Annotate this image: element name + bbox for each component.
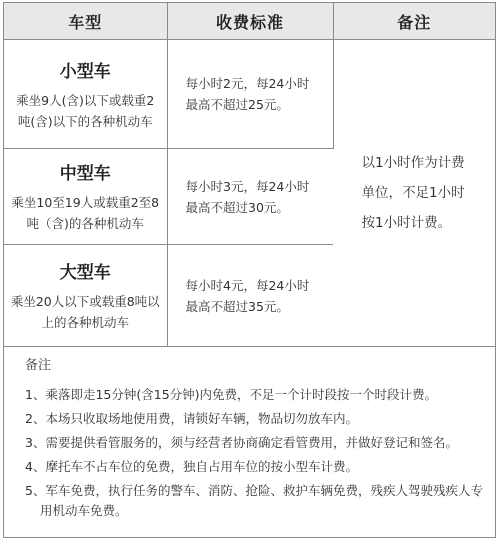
note-item: 4、摩托车不占车位的免费，独自占用车位的按小型车计费。 <box>25 459 358 474</box>
price-line: 最高不超过30元。 <box>185 199 289 215</box>
header-fee-standard: 收费标准 <box>167 3 333 40</box>
price-line: 每小时2元，每24小时 <box>185 76 310 91</box>
remark-cell <box>333 40 495 347</box>
note-item: 5、军车免费，执行任务的警车、消防、抢险、救护车辆免费，残疾人驾驶残疾人专用机动车免费。 <box>25 483 483 518</box>
note-item: 2、本场只收取场地使用费，请锁好车辆，物品切勿放车内。 <box>25 411 358 426</box>
price-line: 最高不超过25元。 <box>185 97 289 112</box>
header-vehicle-type: 车型 <box>4 3 167 40</box>
parking-fee-sheet <box>3 2 496 538</box>
notes-title: 备注 <box>25 358 52 373</box>
fee-table-header-row <box>4 3 495 40</box>
fee-table <box>4 3 495 347</box>
vehicle-type-name: 小型车 <box>59 61 111 82</box>
table-row-small <box>4 40 495 149</box>
type-cell-medium <box>4 149 167 245</box>
vehicle-type-desc: 乘坐20人以下或载重8吨以上的各种机动车 <box>10 294 160 330</box>
price-cell-small <box>167 40 333 149</box>
note-item: 1、乘落即走15分钟(含15分钟)内免费，不足一个计时段按一个时段计费。 <box>25 387 438 402</box>
header-remark: 备注 <box>333 3 495 40</box>
notes-section <box>4 348 495 525</box>
price-line: 每小时3元，每24小时 <box>185 178 310 194</box>
vehicle-type-desc: 乘坐10至19人或载重2至8吨（含)的各种机动车 <box>11 195 160 231</box>
remark-text: 以1小时作为计费单位，不足1小时按1小时计费。 <box>361 155 465 231</box>
vehicle-type-name: 中型车 <box>59 164 111 184</box>
price-line: 每小时4元，每24小时 <box>185 277 310 293</box>
price-line: 最高不超过35元。 <box>185 298 289 314</box>
vehicle-type-desc: 乘坐9人(含)以下或载重2吨(含)以下的各种机动车 <box>16 92 155 129</box>
price-cell-large <box>167 245 333 347</box>
vehicle-type-name: 大型车 <box>59 263 111 283</box>
price-cell-medium <box>167 149 333 245</box>
note-item: 3、需要提供看管服务的，须与经营者协商确定看管费用，并做好登记和签名。 <box>25 435 458 450</box>
type-cell-small <box>4 40 167 149</box>
type-cell-large <box>4 245 167 347</box>
